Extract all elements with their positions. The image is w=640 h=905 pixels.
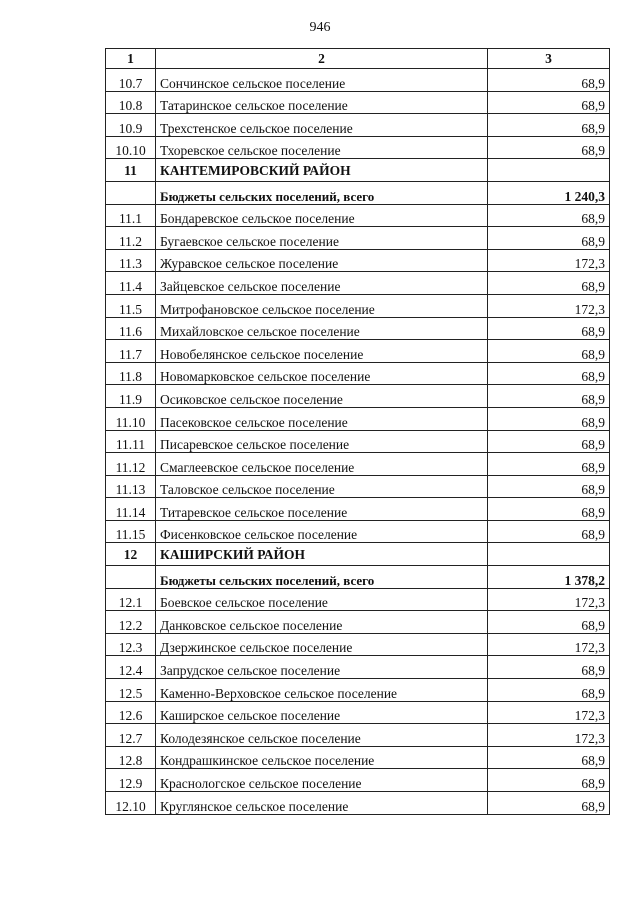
table-row	[106, 679, 610, 702]
table-row	[106, 317, 610, 340]
budget-value: 68,9	[488, 475, 610, 498]
table-row	[106, 227, 610, 250]
row-number: 10.9	[106, 114, 156, 137]
settlement-name: Бондаревское сельское поселение	[156, 204, 488, 227]
settlement-name: Новомарковское сельское поселение	[156, 362, 488, 385]
settlement-name: Боевское сельское поселение	[156, 588, 488, 611]
budget-value: 68,9	[488, 91, 610, 114]
budget-value: 68,9	[488, 204, 610, 227]
budget-value: 68,9	[488, 430, 610, 453]
row-number: 11.1	[106, 204, 156, 227]
row-number: 10.7	[106, 69, 156, 92]
row-number: 11.11	[106, 430, 156, 453]
table-row	[106, 633, 610, 656]
row-number: 12.3	[106, 633, 156, 656]
budget-value: 68,9	[488, 453, 610, 476]
budget-value: 68,9	[488, 520, 610, 543]
budget-value: 172,3	[488, 249, 610, 272]
row-number: 12.4	[106, 656, 156, 679]
table-body	[106, 69, 610, 815]
row-number: 10.10	[106, 136, 156, 159]
row-number: 11.4	[106, 272, 156, 295]
budget-value: 68,9	[488, 385, 610, 408]
table-row	[106, 294, 610, 317]
budget-value: 1 240,3	[488, 181, 610, 204]
settlement-name: Каменно-Верховское сельское поселение	[156, 679, 488, 702]
total-row	[106, 181, 610, 204]
row-number: 11	[106, 159, 156, 182]
row-number: 12.6	[106, 701, 156, 724]
row-number: 12.10	[106, 792, 156, 815]
table-row	[106, 272, 610, 295]
table-row	[106, 656, 610, 679]
table-row	[106, 611, 610, 634]
settlement-name: Краснологское сельское поселение	[156, 769, 488, 792]
settlement-name: Запрудское сельское поселение	[156, 656, 488, 679]
row-number: 11.13	[106, 475, 156, 498]
row-number: 10.8	[106, 91, 156, 114]
budget-value: 68,9	[488, 792, 610, 815]
row-number: 12.2	[106, 611, 156, 634]
row-number: 11.3	[106, 249, 156, 272]
budget-value: 68,9	[488, 746, 610, 769]
table-row	[106, 498, 610, 521]
budget-value: 68,9	[488, 498, 610, 521]
column-header-value: 3	[488, 49, 610, 69]
settlement-name: Зайцевское сельское поселение	[156, 272, 488, 295]
settlement-name: Писаревское сельское поселение	[156, 430, 488, 453]
budget-value: 68,9	[488, 317, 610, 340]
row-number: 11.7	[106, 340, 156, 363]
budget-value: 68,9	[488, 769, 610, 792]
row-number: 11.2	[106, 227, 156, 250]
settlement-name: Данковское сельское поселение	[156, 611, 488, 634]
row-number: 11.5	[106, 294, 156, 317]
row-number: 11.10	[106, 407, 156, 430]
page-number: 946	[309, 20, 331, 35]
table-row	[106, 407, 610, 430]
settlement-name: Трехстенское сельское поселение	[156, 114, 488, 137]
budget-value	[488, 543, 610, 566]
table-row	[106, 204, 610, 227]
row-number: 11.15	[106, 520, 156, 543]
table-row	[106, 453, 610, 476]
settlement-name: Бугаевское сельское поселение	[156, 227, 488, 250]
settlement-name: Новобелянское сельское поселение	[156, 340, 488, 363]
settlement-name: Смаглеевское сельское поселение	[156, 453, 488, 476]
table-row	[106, 520, 610, 543]
table-row	[106, 362, 610, 385]
budget-value: 172,3	[488, 588, 610, 611]
row-number: 11.14	[106, 498, 156, 521]
settlement-name: Фисенковское сельское поселение	[156, 520, 488, 543]
settlement-name: Круглянское сельское поселение	[156, 792, 488, 815]
budget-value: 172,3	[488, 701, 610, 724]
table-row	[106, 136, 610, 159]
budget-value: 172,3	[488, 724, 610, 747]
table-row	[106, 792, 610, 815]
settlement-name: Кондрашкинское сельское поселение	[156, 746, 488, 769]
settlement-name: Сончинское сельское поселение	[156, 69, 488, 92]
table-row	[106, 430, 610, 453]
table-row	[106, 91, 610, 114]
settlement-name: Колодезянское сельское поселение	[156, 724, 488, 747]
settlement-name: Титаревское сельское поселение	[156, 498, 488, 521]
row-number: 12.7	[106, 724, 156, 747]
row-number: 11.6	[106, 317, 156, 340]
row-number: 12.1	[106, 588, 156, 611]
budget-value: 68,9	[488, 227, 610, 250]
settlement-name: Бюджеты сельских поселений, всего	[156, 181, 488, 204]
column-header-number: 1	[106, 49, 156, 69]
budget-table	[105, 48, 610, 815]
district-row	[106, 543, 610, 566]
table-row	[106, 724, 610, 747]
row-number: 11.8	[106, 362, 156, 385]
table-row	[106, 769, 610, 792]
budget-value: 68,9	[488, 362, 610, 385]
row-number: 12.5	[106, 679, 156, 702]
budget-value: 68,9	[488, 340, 610, 363]
table-row	[106, 114, 610, 137]
table-header-row	[106, 49, 610, 69]
row-number: 12.8	[106, 746, 156, 769]
settlement-name: КАНТЕМИРОВСКИЙ РАЙОН	[156, 159, 488, 182]
table-row	[106, 701, 610, 724]
settlement-name: Осиковское сельское поселение	[156, 385, 488, 408]
row-number: 11.12	[106, 453, 156, 476]
settlement-name: Бюджеты сельских поселений, всего	[156, 566, 488, 589]
settlement-name: Тхоревское сельское поселение	[156, 136, 488, 159]
table-row	[106, 588, 610, 611]
table-row	[106, 249, 610, 272]
budget-value: 172,3	[488, 294, 610, 317]
budget-value: 68,9	[488, 272, 610, 295]
budget-value: 68,9	[488, 114, 610, 137]
settlement-name: Каширское сельское поселение	[156, 701, 488, 724]
table-row	[106, 69, 610, 92]
budget-value	[488, 159, 610, 182]
row-number: 12.9	[106, 769, 156, 792]
budget-value: 68,9	[488, 656, 610, 679]
budget-value: 68,9	[488, 69, 610, 92]
settlement-name: Пасековское сельское поселение	[156, 407, 488, 430]
budget-value: 172,3	[488, 633, 610, 656]
budget-value: 68,9	[488, 407, 610, 430]
budget-value: 1 378,2	[488, 566, 610, 589]
row-number: 11.9	[106, 385, 156, 408]
settlement-name: Татаринское сельское поселение	[156, 91, 488, 114]
settlement-name: Михайловское сельское поселение	[156, 317, 488, 340]
table-row	[106, 385, 610, 408]
settlement-name: Таловское сельское поселение	[156, 475, 488, 498]
total-row	[106, 566, 610, 589]
table-row	[106, 475, 610, 498]
budget-value: 68,9	[488, 679, 610, 702]
budget-value: 68,9	[488, 136, 610, 159]
table-row	[106, 746, 610, 769]
settlement-name: Дзержинское сельское поселение	[156, 633, 488, 656]
row-number	[106, 181, 156, 204]
table-row	[106, 340, 610, 363]
column-header-name: 2	[156, 49, 488, 69]
row-number	[106, 566, 156, 589]
settlement-name: Митрофановское сельское поселение	[156, 294, 488, 317]
district-row	[106, 159, 610, 182]
row-number: 12	[106, 543, 156, 566]
budget-value: 68,9	[488, 611, 610, 634]
settlement-name: Журавское сельское поселение	[156, 249, 488, 272]
settlement-name: КАШИРСКИЙ РАЙОН	[156, 543, 488, 566]
